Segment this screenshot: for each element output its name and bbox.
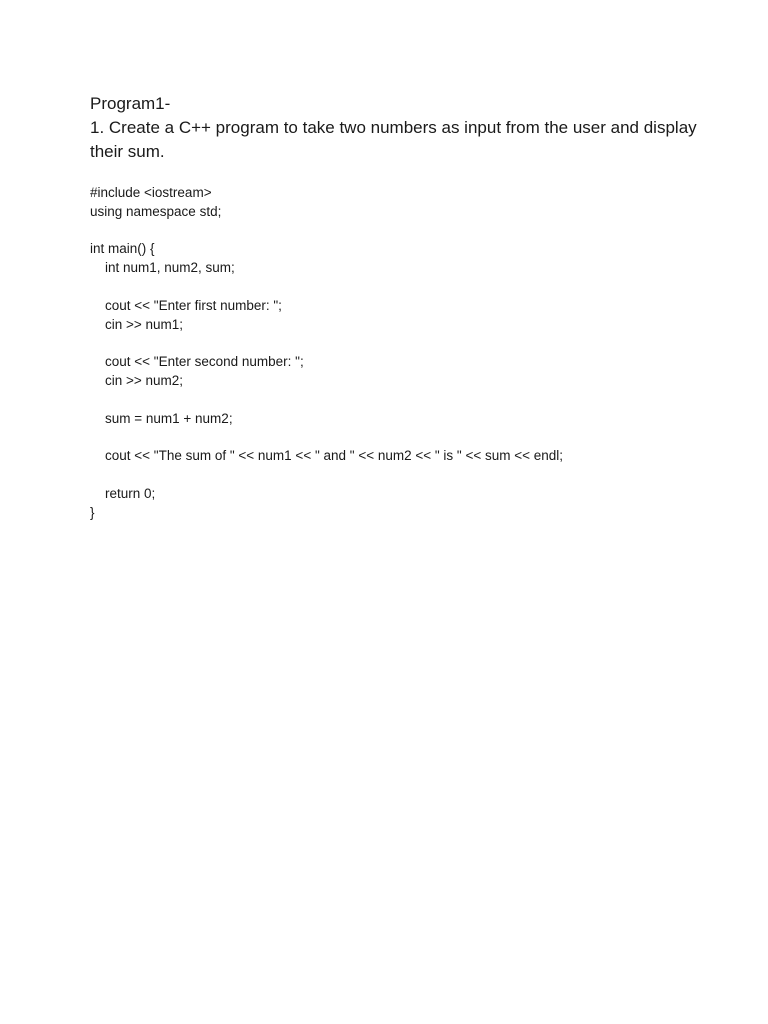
code-line: cin >> num2; xyxy=(105,372,184,388)
code-line xyxy=(90,428,710,447)
code-line: int num1, num2, sum; xyxy=(105,260,235,276)
code-block xyxy=(90,184,710,522)
code-line xyxy=(90,334,710,353)
code-line: cout << "Enter first number: "; xyxy=(105,297,282,313)
code-line: cout << "The sum of " << num1 << " and " << num2 << " is " << sum << endl; xyxy=(105,448,564,464)
document-content xyxy=(90,92,710,522)
code-line: } xyxy=(90,504,95,520)
code-line: return 0; xyxy=(105,485,156,501)
code-line xyxy=(90,278,710,297)
code-line: cin >> num1; xyxy=(105,316,184,332)
code-line xyxy=(90,222,710,241)
code-line: int main() { xyxy=(90,241,155,257)
code-line: #include <iostream> xyxy=(90,185,212,200)
code-line: sum = num1 + num2; xyxy=(105,410,233,426)
code-line: cout << "Enter second number: "; xyxy=(105,354,304,370)
program-title: Program1- xyxy=(90,94,171,113)
code-line xyxy=(90,466,710,485)
task-description: 1. Create a C++ program to take two numbers as input from the user and display their sum. xyxy=(90,118,702,161)
code-line: using namespace std; xyxy=(90,203,222,219)
code-line xyxy=(90,391,710,410)
